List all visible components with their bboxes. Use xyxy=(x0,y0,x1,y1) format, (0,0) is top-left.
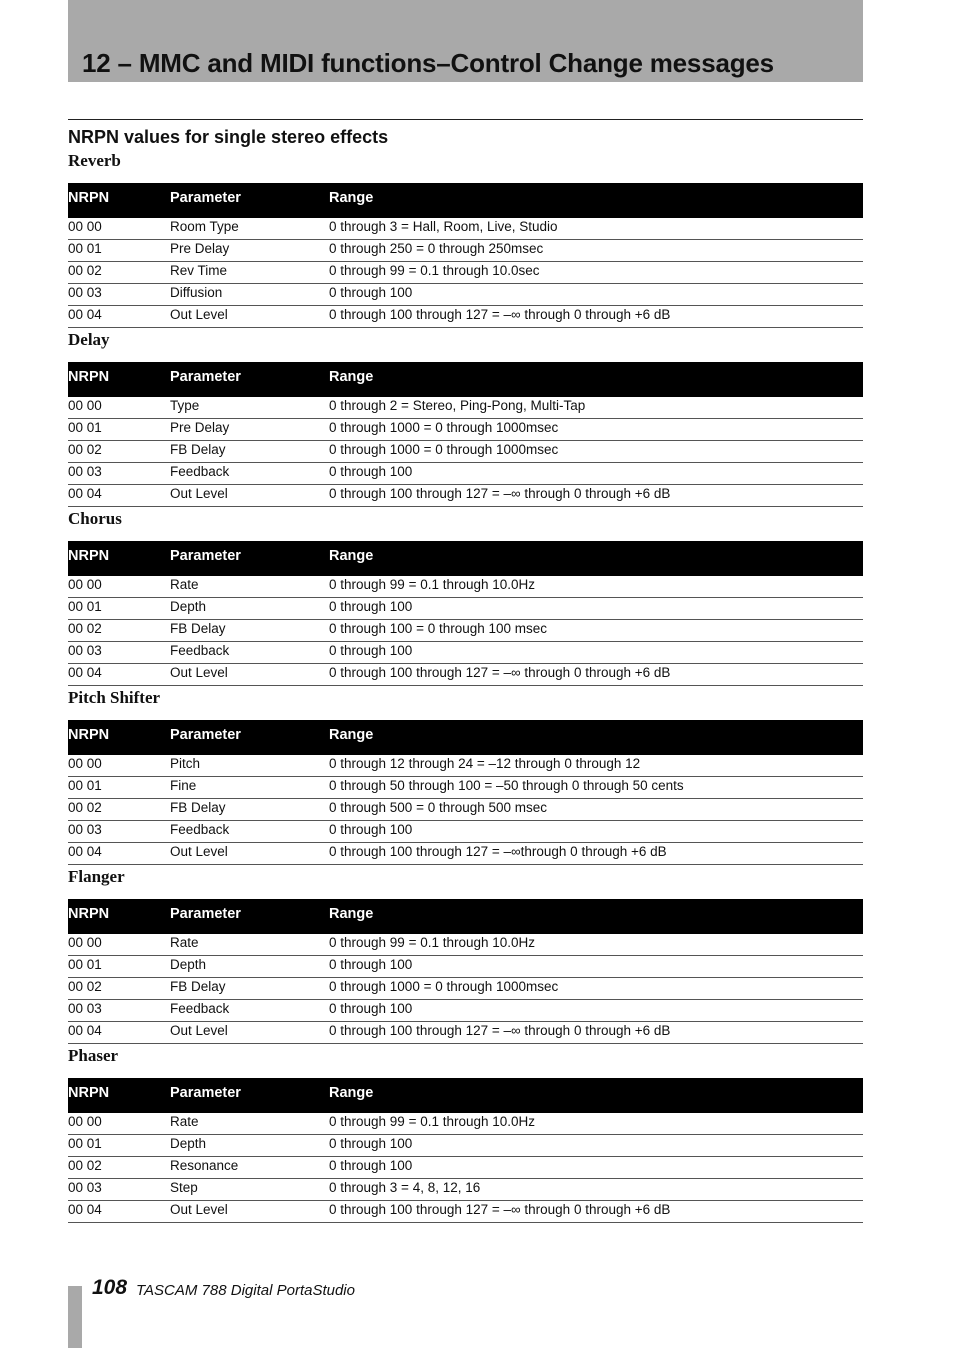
table-row xyxy=(68,485,863,507)
effect-title: Phaser xyxy=(68,1046,119,1065)
range-cell: 0 through 250 = 0 through 250msec xyxy=(329,240,863,262)
range-cell: 0 through 100 xyxy=(329,821,863,843)
table-header-row xyxy=(68,183,863,218)
column-header-parameter: Parameter xyxy=(170,1078,329,1113)
range-cell: 0 through 99 = 0.1 through 10.0Hz xyxy=(329,934,863,956)
range-cell: 0 through 100 xyxy=(329,1157,863,1179)
parameter-cell: Rate xyxy=(170,934,329,956)
parameter-cell: Out Level xyxy=(170,485,329,507)
table-row xyxy=(68,642,863,664)
table-row xyxy=(68,397,863,419)
nrpn-table xyxy=(68,362,863,507)
nrpn-table xyxy=(68,720,863,865)
nrpn-table xyxy=(68,1078,863,1223)
section-divider xyxy=(68,119,863,120)
table-row xyxy=(68,1000,863,1022)
parameter-cell: Resonance xyxy=(170,1157,329,1179)
table-row xyxy=(68,463,863,485)
nrpn-table xyxy=(68,899,863,1044)
effect-title: Pitch Shifter xyxy=(68,688,161,707)
chapter-header xyxy=(68,0,863,82)
table-row xyxy=(68,1022,863,1044)
range-cell: 0 through 1000 = 0 through 1000msec xyxy=(329,978,863,1000)
table-row xyxy=(68,799,863,821)
table-header-row xyxy=(68,899,863,934)
table-row xyxy=(68,755,863,777)
nrpn-cell: 00 02 xyxy=(68,799,170,821)
column-header-parameter: Parameter xyxy=(170,362,329,397)
parameter-cell: Rate xyxy=(170,1113,329,1135)
parameter-cell: FB Delay xyxy=(170,978,329,1000)
nrpn-cell: 00 00 xyxy=(68,218,170,240)
nrpn-cell: 00 01 xyxy=(68,956,170,978)
parameter-cell: FB Delay xyxy=(170,620,329,642)
column-header-range: Range xyxy=(329,183,863,218)
column-header-parameter: Parameter xyxy=(170,183,329,218)
effect-section xyxy=(68,329,863,507)
column-header-parameter: Parameter xyxy=(170,541,329,576)
parameter-cell: Diffusion xyxy=(170,284,329,306)
table-row xyxy=(68,777,863,799)
column-header-range: Range xyxy=(329,541,863,576)
table-row xyxy=(68,284,863,306)
table-row xyxy=(68,576,863,598)
parameter-cell: FB Delay xyxy=(170,799,329,821)
parameter-cell: Feedback xyxy=(170,463,329,485)
range-cell: 0 through 3 = Hall, Room, Live, Studio xyxy=(329,218,863,240)
column-header-nrpn: NRPN xyxy=(68,720,170,755)
chapter-title: 12 – MMC and MIDI functions–Control Change messages xyxy=(82,48,774,78)
range-cell: 0 through 100 xyxy=(329,1135,863,1157)
parameter-cell: Feedback xyxy=(170,642,329,664)
table-row xyxy=(68,218,863,240)
table-row xyxy=(68,262,863,284)
nrpn-cell: 00 01 xyxy=(68,1135,170,1157)
nrpn-table xyxy=(68,183,863,328)
nrpn-cell: 00 00 xyxy=(68,397,170,419)
range-cell: 0 through 99 = 0.1 through 10.0Hz xyxy=(329,1113,863,1135)
nrpn-cell: 00 04 xyxy=(68,306,170,328)
nrpn-cell: 00 02 xyxy=(68,978,170,1000)
nrpn-cell: 00 02 xyxy=(68,262,170,284)
effect-title: Delay xyxy=(68,330,110,349)
range-cell: 0 through 100 through 127 = –∞ through 0 through +6 dB xyxy=(329,306,863,328)
table-row xyxy=(68,306,863,328)
column-header-range: Range xyxy=(329,899,863,934)
parameter-cell: Fine xyxy=(170,777,329,799)
range-cell: 0 through 100 xyxy=(329,284,863,306)
page-number: 108 xyxy=(92,1276,128,1299)
table-row xyxy=(68,419,863,441)
range-cell: 0 through 100 xyxy=(329,956,863,978)
table-row xyxy=(68,598,863,620)
table-row xyxy=(68,240,863,262)
nrpn-cell: 00 02 xyxy=(68,620,170,642)
parameter-cell: Pre Delay xyxy=(170,240,329,262)
parameter-cell: Rate xyxy=(170,576,329,598)
table-row xyxy=(68,441,863,463)
table-row xyxy=(68,956,863,978)
nrpn-cell: 00 01 xyxy=(68,419,170,441)
column-header-nrpn: NRPN xyxy=(68,362,170,397)
nrpn-cell: 00 01 xyxy=(68,598,170,620)
range-cell: 0 through 100 through 127 = –∞ through 0 through +6 dB xyxy=(329,485,863,507)
footer-bar xyxy=(68,1286,82,1348)
nrpn-cell: 00 03 xyxy=(68,642,170,664)
nrpn-cell: 00 00 xyxy=(68,934,170,956)
range-cell: 0 through 100 through 127 = –∞ through 0 through +6 dB xyxy=(329,664,863,686)
nrpn-cell: 00 00 xyxy=(68,755,170,777)
nrpn-cell: 00 02 xyxy=(68,1157,170,1179)
nrpn-cell: 00 00 xyxy=(68,576,170,598)
parameter-cell: Pitch xyxy=(170,755,329,777)
effect-section xyxy=(68,508,863,686)
parameter-cell: Depth xyxy=(170,1135,329,1157)
table-row xyxy=(68,934,863,956)
section-title: NRPN values for single stereo effects xyxy=(68,127,389,147)
range-cell: 0 through 12 through 24 = –12 through 0 through 12 xyxy=(329,755,863,777)
table-row xyxy=(68,664,863,686)
column-header-range: Range xyxy=(329,1078,863,1113)
nrpn-cell: 00 01 xyxy=(68,777,170,799)
effects-list xyxy=(68,150,863,1223)
range-cell: 0 through 100 through 127 = –∞ through 0 through +6 dB xyxy=(329,1201,863,1223)
parameter-cell: Out Level xyxy=(170,843,329,865)
range-cell: 0 through 500 = 0 through 500 msec xyxy=(329,799,863,821)
main-content xyxy=(68,119,863,1223)
footer-product-name: TASCAM 788 Digital PortaStudio xyxy=(136,1282,355,1299)
table-header-row xyxy=(68,362,863,397)
nrpn-cell: 00 00 xyxy=(68,1113,170,1135)
parameter-cell: FB Delay xyxy=(170,441,329,463)
table-row xyxy=(68,1157,863,1179)
nrpn-cell: 00 01 xyxy=(68,240,170,262)
table-row xyxy=(68,843,863,865)
parameter-cell: Room Type xyxy=(170,218,329,240)
effect-section xyxy=(68,687,863,865)
range-cell: 0 through 2 = Stereo, Ping-Pong, Multi-Tap xyxy=(329,397,863,419)
column-header-nrpn: NRPN xyxy=(68,899,170,934)
table-row xyxy=(68,978,863,1000)
table-row xyxy=(68,1135,863,1157)
column-header-nrpn: NRPN xyxy=(68,183,170,218)
column-header-nrpn: NRPN xyxy=(68,541,170,576)
range-cell: 0 through 100 through 127 = –∞through 0 through +6 dB xyxy=(329,843,863,865)
column-header-range: Range xyxy=(329,362,863,397)
range-cell: 0 through 3 = 4, 8, 12, 16 xyxy=(329,1179,863,1201)
parameter-cell: Out Level xyxy=(170,1022,329,1044)
effect-section xyxy=(68,1045,863,1223)
parameter-cell: Depth xyxy=(170,598,329,620)
column-header-range: Range xyxy=(329,720,863,755)
nrpn-cell: 00 04 xyxy=(68,485,170,507)
nrpn-cell: 00 04 xyxy=(68,1201,170,1223)
range-cell: 0 through 1000 = 0 through 1000msec xyxy=(329,441,863,463)
nrpn-cell: 00 03 xyxy=(68,284,170,306)
nrpn-cell: 00 02 xyxy=(68,441,170,463)
range-cell: 0 through 99 = 0.1 through 10.0Hz xyxy=(329,576,863,598)
nrpn-cell: 00 04 xyxy=(68,843,170,865)
parameter-cell: Pre Delay xyxy=(170,419,329,441)
effect-section xyxy=(68,150,863,328)
range-cell: 0 through 50 through 100 = –50 through 0 through 50 cents xyxy=(329,777,863,799)
table-header-row xyxy=(68,541,863,576)
parameter-cell: Rev Time xyxy=(170,262,329,284)
column-header-parameter: Parameter xyxy=(170,720,329,755)
parameter-cell: Depth xyxy=(170,956,329,978)
range-cell: 0 through 100 xyxy=(329,463,863,485)
parameter-cell: Out Level xyxy=(170,664,329,686)
parameter-cell: Out Level xyxy=(170,306,329,328)
column-header-parameter: Parameter xyxy=(170,899,329,934)
table-row xyxy=(68,821,863,843)
nrpn-cell: 00 03 xyxy=(68,463,170,485)
range-cell: 0 through 100 = 0 through 100 msec xyxy=(329,620,863,642)
column-header-nrpn: NRPN xyxy=(68,1078,170,1113)
nrpn-cell: 00 03 xyxy=(68,1000,170,1022)
parameter-cell: Feedback xyxy=(170,1000,329,1022)
range-cell: 0 through 99 = 0.1 through 10.0sec xyxy=(329,262,863,284)
nrpn-cell: 00 03 xyxy=(68,821,170,843)
parameter-cell: Out Level xyxy=(170,1201,329,1223)
parameter-cell: Feedback xyxy=(170,821,329,843)
nrpn-cell: 00 03 xyxy=(68,1179,170,1201)
nrpn-table xyxy=(68,541,863,686)
effect-title: Flanger xyxy=(68,867,125,886)
range-cell: 0 through 100 through 127 = –∞ through 0 through +6 dB xyxy=(329,1022,863,1044)
nrpn-cell: 00 04 xyxy=(68,1022,170,1044)
effect-title: Chorus xyxy=(68,509,122,528)
range-cell: 0 through 1000 = 0 through 1000msec xyxy=(329,419,863,441)
table-row xyxy=(68,1179,863,1201)
range-cell: 0 through 100 xyxy=(329,642,863,664)
table-row xyxy=(68,1113,863,1135)
range-cell: 0 through 100 xyxy=(329,598,863,620)
parameter-cell: Type xyxy=(170,397,329,419)
nrpn-cell: 00 04 xyxy=(68,664,170,686)
parameter-cell: Step xyxy=(170,1179,329,1201)
table-row xyxy=(68,1201,863,1223)
table-row xyxy=(68,620,863,642)
range-cell: 0 through 100 xyxy=(329,1000,863,1022)
effect-section xyxy=(68,866,863,1044)
effect-title: Reverb xyxy=(68,151,121,170)
table-header-row xyxy=(68,1078,863,1113)
table-header-row xyxy=(68,720,863,755)
